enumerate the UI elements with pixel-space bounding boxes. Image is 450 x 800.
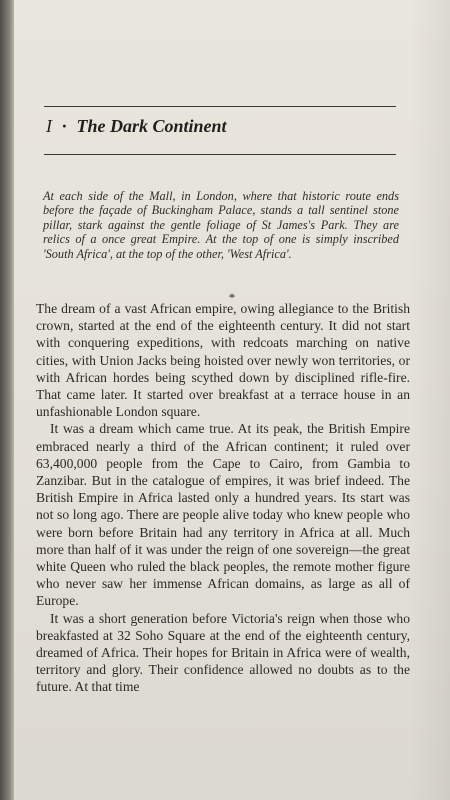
chapter-separator: ·	[62, 116, 67, 136]
chapter-heading	[46, 116, 406, 137]
chapter-rule-top	[44, 106, 396, 107]
paragraph: It was a dream which came true. At its peak, the British Empire embraced nearly a third of the African continent; it ruled over 63,400,000 people from the Cape to Cairo, from Gambia to Zanzibar. But in the catalogue of empires, it was brief indeed. The British Empire in Africa lasted only a hundred years. Its start was not so long ago. There are people alive today who knew people who were born before Britain had any territory in Africa at all. Much more than half of it was under the reign of one sovereign—the great white Queen who ruled the black peoples, the remote mother figure who never saw her immense African domains, as large as all of Europe.	[36, 421, 410, 609]
book-gutter-edge	[0, 0, 14, 800]
book-page	[14, 0, 450, 800]
page-shade	[410, 0, 450, 800]
body-text	[36, 300, 410, 696]
chapter-title: The Dark Continent	[76, 116, 227, 136]
paragraph: It was a short generation before Victoria's reign when those who breakfasted at 32 Soho Square at the end of the eighteenth century, dreamed of Africa. Their hopes for Britain in Africa were of wealth, territory and glory. Their confidence allowed no doubts as to the future. At that time	[36, 610, 410, 695]
paragraph: The dream of a vast African empire, owing allegiance to the British crown, started at the end of the eighteenth century. It did not start with conquering expeditions, with redcoats marching on native cities, with Union Jacks being hoisted over newly won territories, or with African hordes being scythed down by disciplined rifle-fire. That came later. It started over breakfast at a terrace house in an unfashionable London square.	[36, 301, 410, 420]
chapter-number: I	[46, 116, 52, 136]
epigraph: At each side of the Mall, in London, where that historic route ends before the façade of Buckingham Palace, stands a tall sentinel stone pillar, stark against the gentle foliage of St James's Park. They are relics of a once great Empire. At the top of one is simply inscribed 'South Africa', at the top of the other, 'West Africa'.	[43, 189, 399, 261]
chapter-rule-bottom	[44, 154, 396, 155]
section-ornament: *	[228, 290, 236, 305]
